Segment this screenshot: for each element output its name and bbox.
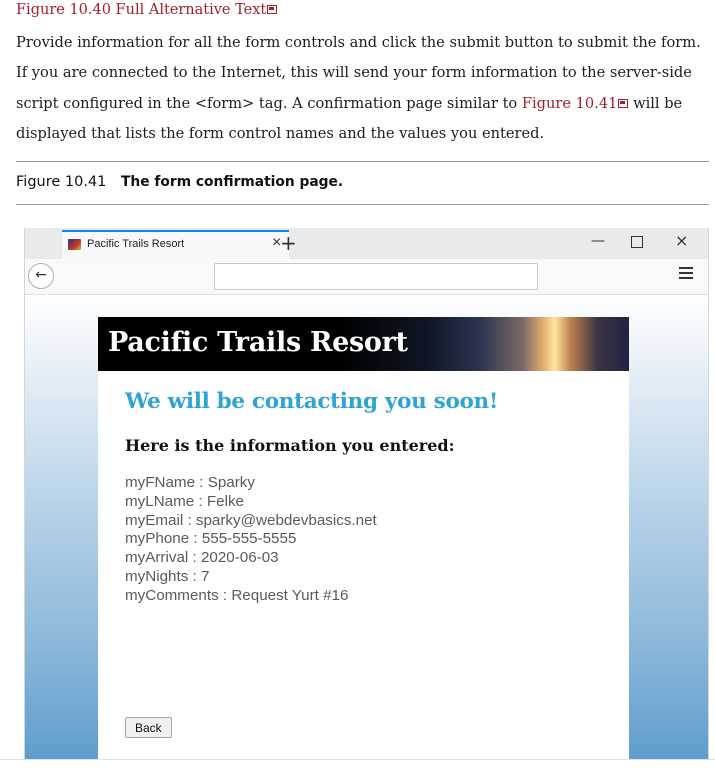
tab-close-icon[interactable]: × — [272, 234, 282, 251]
tab-title: Pacific Trails Resort — [87, 238, 185, 250]
field-item: myNights : 7 — [125, 567, 210, 585]
figure-number: Figure 10.41 — [16, 174, 107, 190]
para-text-3: will be displayed that lists the form control names and the values you entered. — [16, 94, 683, 142]
hamburger-menu-icon[interactable] — [679, 267, 693, 282]
field-item: myArrival : 2020-06-03 — [125, 549, 279, 567]
bottom-divider — [0, 759, 715, 760]
figure-caption — [16, 174, 343, 190]
instruction-paragraph — [16, 28, 711, 149]
form-tag-code: <form> — [194, 94, 255, 112]
caption-top-rule — [16, 161, 709, 162]
para-text-1: Provide information for all the form controls and click the submit button to submit the form. If you are connected to the Internet, this will send your form information to the server-side script configured in the — [16, 34, 701, 112]
browser-tab[interactable] — [62, 230, 289, 259]
maximize-icon[interactable] — [631, 236, 643, 248]
back-arrow-icon[interactable]: ← — [28, 263, 54, 289]
confirmation-heading: We will be contacting you soon! — [125, 389, 499, 414]
figure-link-label: Figure 10.41 — [521, 94, 618, 112]
figure-10-41-link[interactable] — [522, 95, 629, 112]
favicon-icon — [68, 239, 81, 250]
site-title: Pacific Trails Resort — [108, 327, 408, 358]
new-tab-icon[interactable]: + — [280, 231, 297, 255]
browser-window — [24, 228, 709, 759]
full-alt-text-link[interactable] — [16, 2, 277, 18]
address-bar[interactable] — [214, 263, 538, 290]
header-banner — [98, 317, 629, 371]
page-viewport — [25, 295, 708, 759]
caption-bottom-rule — [16, 204, 709, 205]
submitted-fields-list — [125, 474, 377, 606]
para-text-2: tag. A confirmation page similar to — [254, 94, 522, 112]
minimize-icon[interactable]: — — [591, 233, 605, 249]
back-button[interactable]: Back — [125, 717, 172, 738]
window-close-icon[interactable]: × — [675, 231, 689, 250]
navigation-bar — [25, 259, 708, 295]
full-alt-text-label: Figure 10.40 Full Alternative Text — [16, 2, 267, 18]
figure-title: The form confirmation page. — [121, 174, 344, 190]
tab-strip — [25, 228, 708, 259]
info-heading: Here is the information you entered: — [125, 436, 455, 455]
external-window-icon — [267, 5, 277, 14]
field-item: myComments : Request Yurt #16 — [125, 586, 349, 604]
field-item: myPhone : 555-555-5555 — [125, 530, 297, 548]
field-item: myFName : Sparky — [125, 474, 255, 491]
external-window-icon — [618, 99, 628, 108]
field-item: myLName : Felke — [125, 492, 245, 510]
page-content — [98, 317, 629, 759]
field-item: myEmail : sparky@webdevbasics.net — [125, 511, 377, 529]
